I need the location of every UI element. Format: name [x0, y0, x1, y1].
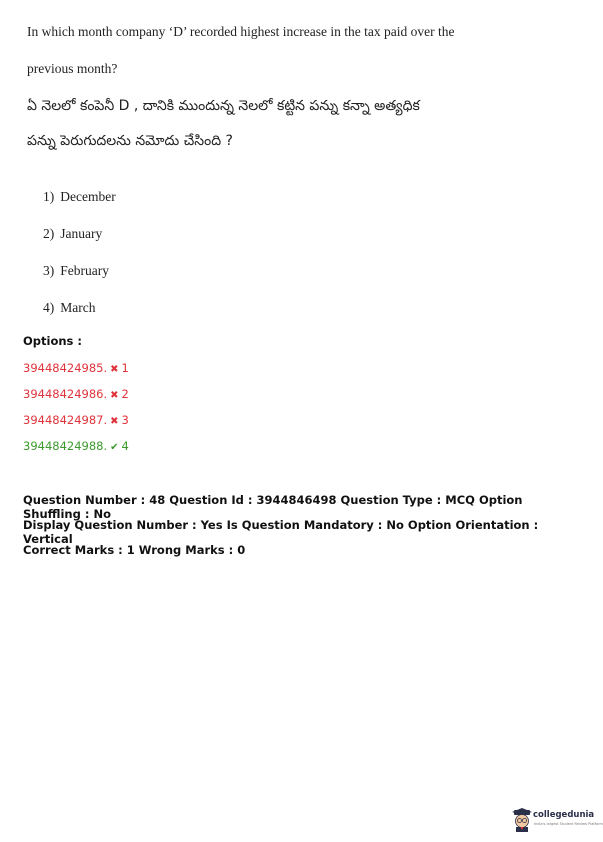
meta-line2: Display Question Number : Yes Is Question Mandatory : No Option Orientation : Vertical [23, 518, 539, 546]
answer-id: 39448424986. [23, 387, 108, 401]
choice-text: February [60, 263, 109, 278]
meta-line3: Correct Marks : 1 Wrong Marks : 0 [23, 543, 246, 557]
choice-text: December [60, 189, 116, 204]
answer-value: 1 [121, 361, 129, 375]
answer-id: 39448424988. [23, 439, 108, 453]
choice-item [43, 300, 95, 316]
answer-row [23, 361, 129, 375]
answer-id: 39448424985. [23, 361, 108, 375]
check-icon: ✔ [110, 442, 119, 453]
choice-item [43, 189, 116, 205]
choice-item [43, 263, 109, 279]
answer-row [23, 413, 129, 427]
choice-text: March [60, 300, 96, 315]
logo-wordmark: collegedunia [533, 810, 595, 820]
choice-number: 4) [43, 300, 55, 315]
meta-line1: Question Number : 48 Question Id : 3944846498 Question Type : MCQ Option Shuffling : No [23, 493, 523, 521]
cross-icon: ✖ [110, 390, 119, 401]
choice-number: 3) [43, 263, 55, 278]
answer-row-correct [23, 439, 129, 453]
question-english-line1: In which month company ‘D’ recorded highest increase in the tax paid over the [27, 24, 455, 39]
choice-number: 1) [43, 189, 55, 204]
question-telugu-line1: ఏ నెలలో కంపెనీ D , దానికి ముందున్న నెలలో కట్టిన పన్ను కన్నా అత్యధిక [27, 98, 420, 114]
logo-tagline: India's largest Student Review Platform [534, 822, 603, 826]
mascot-icon [512, 808, 532, 832]
answer-value: 4 [121, 439, 129, 453]
cross-icon: ✖ [110, 416, 119, 427]
collegedunia-logo [512, 806, 603, 834]
cross-icon: ✖ [110, 364, 119, 375]
choice-item [43, 226, 102, 242]
choice-number: 2) [43, 226, 55, 241]
answer-value: 2 [121, 387, 129, 401]
question-english-line2: previous month? [27, 61, 118, 76]
options-heading: Options : [23, 334, 82, 348]
answer-value: 3 [121, 413, 129, 427]
question-telugu-line2: పన్ను పెరుగుదలను నమోదు చేసింది ? [27, 133, 233, 149]
answer-row [23, 387, 129, 401]
choice-text: January [60, 226, 103, 241]
answer-id: 39448424987. [23, 413, 108, 427]
